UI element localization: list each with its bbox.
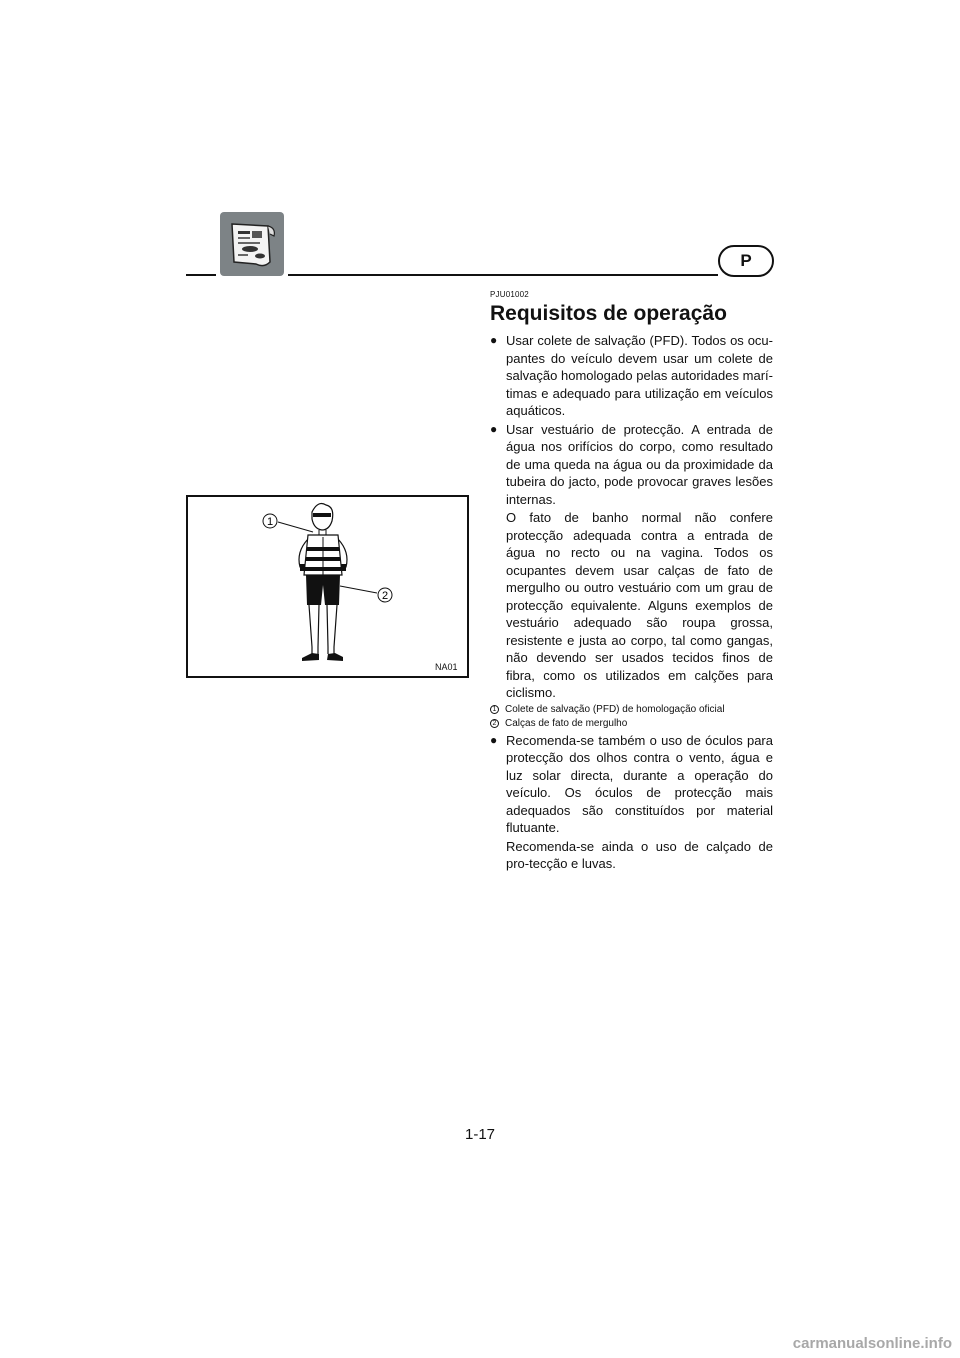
legend-item-1: 1 Colete de salvação (PFD) de homologação oficial <box>490 704 773 716</box>
manual-book-icon <box>220 212 284 276</box>
section-title: Requisitos de operação <box>490 302 727 325</box>
legend-number-1: 1 <box>490 705 499 714</box>
goggles-details: Recomenda-se ainda o uso de calçado de pro-tecção e luvas. <box>506 838 773 871</box>
page-number: 1-17 <box>464 1126 496 1143</box>
person-wearing-pfd-illustration <box>188 497 467 676</box>
bullet-goggles: ● Recomenda-se também o uso de óculos para protecção dos olhos contra o vento, água e luz solar directa, durante a operação do veículo. Os óculos de protecção mais adequados são constituídos por material flutuante. <box>490 732 773 835</box>
legend-number-2: 2 <box>490 719 499 728</box>
header-rule-left <box>186 274 216 276</box>
callout-1: 1 <box>266 516 274 528</box>
figure-code: NA01 <box>435 662 458 672</box>
bullet-dot-icon: ● <box>490 333 498 347</box>
bullet-dot-icon: ● <box>490 732 498 747</box>
protective-clothing-details: O fato de banho normal não confere protecção adequada contra a entrada de água no recto ou na vagina. Todos os ocupantes devem usar calças de fato de mergulho ou outro vestuário com um grau de protecção equivalente. Alguns exemplos de vestuário adequado são roupa grossa, resistente e justa ao corpo, tal como gangas, não devendo ser usados tecidos finos de fibra, como os utilizados em calções para ciclismo. <box>506 510 773 700</box>
section-column <box>490 290 773 873</box>
legend-item-2: 2 Calças de fato de mergulho <box>490 718 773 730</box>
callout-2: 2 <box>381 590 389 602</box>
bullet-pfd: ● Usar colete de salvação (PFD). Todos os ocu-pantes do veículo devem usar um colete de salvação homologado pelas autoridades marí-timas e adequado para utilização em veículos aquáticos. <box>490 333 773 418</box>
header-rule-right <box>288 274 718 276</box>
bullet-protective-clothing: ● Usar vestuário de protecção. A entrada de água nos orifícios do corpo, como resultado de uma queda na água ou da proximidade da tubeira do jacto, pode provocar graves lesões internas. <box>490 421 773 507</box>
bullet-dot-icon: ● <box>490 421 498 436</box>
section-code: PJU01002 <box>490 290 529 299</box>
language-tab: P <box>718 245 774 277</box>
watermark: carmanualsonline.info <box>792 1335 952 1352</box>
illustration-figure <box>186 495 469 678</box>
